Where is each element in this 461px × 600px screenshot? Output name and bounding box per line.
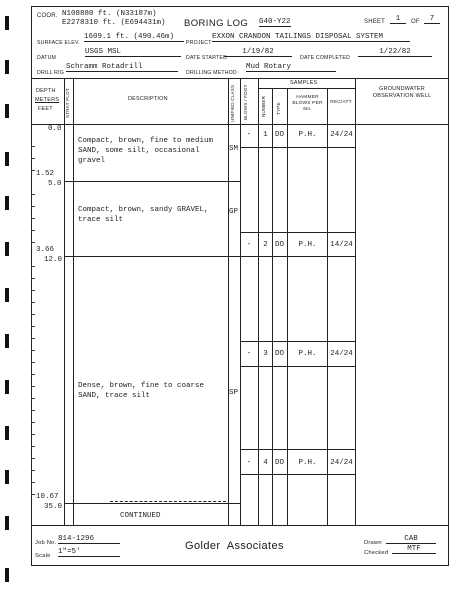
layer-3-description: Dense, brown, fine to coarse SAND, trace silt — [78, 382, 205, 400]
layer-2-class: GP — [229, 208, 239, 216]
page-title: BORING LOG — [184, 18, 249, 29]
binding-mark — [5, 196, 9, 210]
sample-type: DO — [274, 241, 284, 249]
depth-m-1: 1.52 — [36, 170, 55, 178]
sample-boundary — [240, 366, 355, 367]
samples-divider — [258, 88, 355, 89]
sample-blows: - — [246, 459, 252, 467]
sample-hammer: P.H. — [298, 459, 317, 467]
project-name: EXXON CRANDON TAILINGS DISPOSAL SYSTEM — [212, 33, 410, 42]
layer-3-class: SP — [229, 389, 239, 397]
job-no-label: Job No. — [35, 540, 57, 546]
col-header-type: TYPE — [276, 102, 281, 115]
binding-mark — [5, 242, 9, 256]
continued-label: CONTINUED — [120, 512, 161, 520]
table-header-bottom — [31, 124, 449, 125]
binding-mark — [5, 470, 9, 484]
sample-number: 2 — [263, 241, 268, 249]
col-header-groundwater: GROUNDWATER OBSERVATION WELL — [372, 86, 432, 99]
sheet-number: 1 — [390, 15, 406, 24]
of-label: OF — [411, 19, 420, 25]
coor-easting: E2278310 ft. (E694431m) — [62, 19, 166, 27]
sheet-total: 7 — [424, 15, 440, 24]
col-header-blows-foot: BLOWS / FOOT — [243, 84, 248, 120]
surface-elev-label: SURFACE ELEV. — [37, 40, 80, 46]
binding-mark — [5, 60, 9, 74]
binding-mark — [5, 426, 9, 440]
depth-ft-2: 12.0 — [44, 256, 63, 264]
col-line — [240, 78, 241, 525]
col-line — [64, 78, 65, 525]
company-name: Golder Associates — [185, 540, 284, 552]
col-header-description: DESCRIPTION — [128, 96, 168, 102]
sample-rec: 24/24 — [330, 131, 353, 139]
sample-hammer: P.H. — [298, 350, 317, 358]
sample-boundary — [240, 147, 355, 148]
sample-rec: 24/24 — [330, 459, 353, 467]
sample-number: 3 — [263, 350, 268, 358]
layer-boundary — [64, 181, 240, 182]
sample-boundary — [240, 341, 355, 342]
continued-dash — [110, 501, 226, 502]
scale-value: 1"=5' — [58, 548, 120, 557]
depth-m-2: 3.66 — [36, 246, 55, 254]
coor-label: COOR. — [37, 13, 58, 19]
col-line — [355, 78, 356, 525]
depth-ft-3: 35.0 — [44, 503, 63, 511]
checked-by: MTF — [392, 545, 436, 554]
depth-ft-1: 5.0 — [48, 180, 62, 188]
layer-1-class: SM — [229, 145, 239, 153]
col-line — [258, 78, 259, 525]
datum-label: DATUM — [37, 55, 57, 61]
sample-type: DO — [274, 131, 284, 139]
col-header-strat-plot: STRAT PLOT — [65, 88, 70, 118]
col-header-hammer: HAMMER BLOWS PER 6in. — [292, 95, 323, 112]
col-header-depth: DEPTH — [36, 88, 56, 94]
binding-mark — [5, 16, 9, 30]
checked-label: Checked — [364, 550, 389, 556]
sheet-label: SHEET — [364, 19, 386, 25]
sample-boundary — [240, 474, 355, 475]
binding-mark — [5, 568, 9, 582]
sample-type: DO — [274, 459, 284, 467]
drilling-method-label: DRILLING METHOD — [186, 70, 237, 76]
sample-blows: - — [246, 131, 252, 139]
coor-northing: N108880 ft. (N33187m) — [62, 10, 157, 18]
col-header-meters: METERS — [35, 97, 60, 103]
datum-value: USGS MSL — [85, 48, 181, 57]
date-started-label: DATE STARTED — [186, 55, 228, 61]
col-header-rec-att: REC/ATT. — [330, 100, 353, 105]
binding-mark — [5, 104, 9, 118]
sample-blows: - — [246, 350, 252, 358]
binding-mark — [5, 288, 9, 302]
binding-mark — [5, 380, 9, 394]
sample-boundary — [240, 256, 355, 257]
col-header-unified-class: UNIFIED CLASS — [230, 84, 235, 122]
sample-type: DO — [274, 350, 284, 358]
sample-hammer: P.H. — [298, 131, 317, 139]
layer-boundary — [64, 256, 240, 257]
scale-label: Scale — [35, 553, 51, 559]
drawn-by: CAB — [386, 535, 436, 544]
sample-number: 1 — [263, 131, 268, 139]
layer-boundary — [64, 503, 240, 504]
col-header-feet: FEET — [38, 106, 53, 112]
sample-boundary — [240, 232, 355, 233]
depth-ft-0: 0.0 — [48, 125, 62, 133]
col-line — [73, 78, 74, 525]
boring-id: G40-Y22 — [259, 18, 291, 26]
layer-2-description: Compact, brown, sandy GRAVEL, trace silt — [78, 206, 209, 224]
drill-rig-label: DRILL RIG — [37, 70, 64, 76]
drilling-method: Mud Rotary — [246, 63, 336, 72]
sample-number: 4 — [263, 459, 268, 467]
surface-elev: 1609.1 ft. (490.46m) — [84, 33, 184, 42]
drawn-label: Drawn — [364, 540, 382, 546]
sample-blows: - — [246, 241, 252, 249]
sample-boundary — [240, 449, 355, 450]
project-label: PROJECT — [186, 40, 212, 46]
layer-1-description: Compact, brown, fine to medium SAND, some silt, occasional gravel — [78, 137, 214, 165]
col-header-samples: SAMPLES — [290, 80, 318, 86]
footer-divider — [31, 525, 449, 526]
date-completed: 1/22/82 — [358, 48, 432, 57]
date-started: 1/19/82 — [224, 48, 292, 57]
depth-m-3: 10.67 — [36, 493, 59, 501]
sample-rec: 24/24 — [330, 350, 353, 358]
date-completed-label: DATE COMPLETED — [300, 55, 350, 61]
binding-mark — [5, 516, 9, 530]
job-no: 814-1296 — [58, 535, 120, 544]
binding-mark — [5, 152, 9, 166]
sample-hammer: P.H. — [298, 241, 317, 249]
col-header-number: NUMBER — [261, 95, 266, 117]
drill-rig: Schramm Rotadrill — [66, 63, 178, 72]
binding-mark — [5, 334, 9, 348]
sample-rec: 14/24 — [330, 241, 353, 249]
